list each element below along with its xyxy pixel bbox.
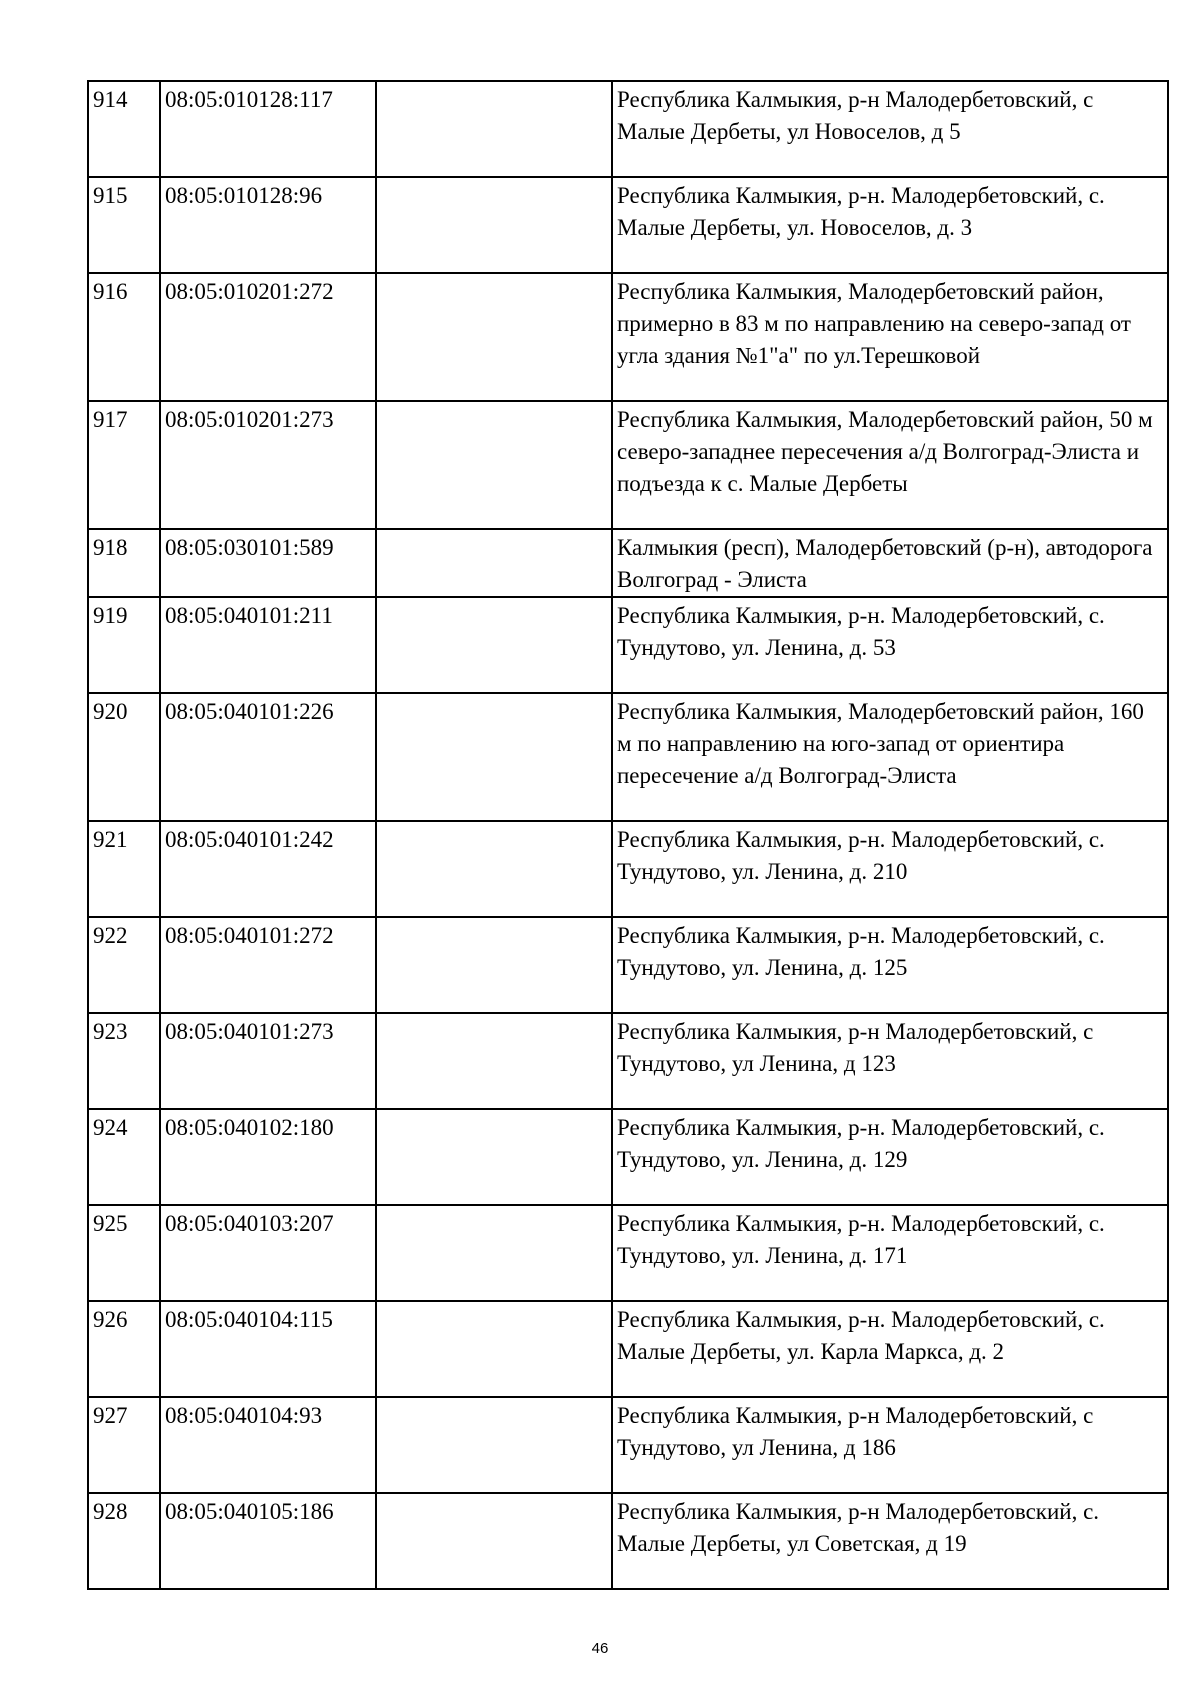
note-cell: [376, 401, 612, 529]
address: Республика Калмыкия, р-н. Малодербетовский, с. Малые Дербеты, ул. Новоселов, д. 3: [612, 177, 1168, 273]
table-row: [88, 1301, 1168, 1397]
cadastral-number: 08:05:010201:273: [160, 401, 376, 529]
note-cell: [376, 1013, 612, 1109]
table-row: [88, 1013, 1168, 1109]
address: Республика Калмыкия, Малодербетовский район, примерно в 83 м по направлению на северо-запад от угла здания №1"а" по ул.Терешковой: [612, 273, 1168, 401]
address: Республика Калмыкия, р-н. Малодербетовский, с. Тундутово, ул. Ленина, д. 125: [612, 917, 1168, 1013]
cadastral-number: 08:05:040101:211: [160, 597, 376, 693]
note-cell: [376, 821, 612, 917]
note-cell: [376, 917, 612, 1013]
cadastral-number: 08:05:040101:226: [160, 693, 376, 821]
note-cell: [376, 1397, 612, 1493]
cadastral-number: 08:05:040101:273: [160, 1013, 376, 1109]
note-cell: [376, 597, 612, 693]
address: Республика Калмыкия, Малодербетовский район, 160 м по направлению на юго-запад от ориентира пересечение а/д Волгоград-Элиста: [612, 693, 1168, 821]
note-cell: [376, 1109, 612, 1205]
cadastral-number: 08:05:040104:93: [160, 1397, 376, 1493]
table-row: [88, 917, 1168, 1013]
registry-table: [87, 80, 1169, 1590]
cadastral-number: 08:05:040101:242: [160, 821, 376, 917]
note-cell: [376, 693, 612, 821]
note-cell: [376, 1493, 612, 1589]
row-number: 924: [88, 1109, 160, 1205]
table-row: [88, 1493, 1168, 1589]
row-number: 926: [88, 1301, 160, 1397]
page-number: 46: [591, 1640, 609, 1657]
row-number: 925: [88, 1205, 160, 1301]
table-row: [88, 273, 1168, 401]
row-number: 914: [88, 81, 160, 177]
address: Республика Калмыкия, р-н Малодербетовский, с Тундутово, ул Ленина, д 123: [612, 1013, 1168, 1109]
address: Республика Калмыкия, р-н. Малодербетовский, с. Малые Дербеты, ул. Карла Маркса, д. 2: [612, 1301, 1168, 1397]
address: Республика Калмыкия, р-н Малодербетовский, с Малые Дербеты, ул Новоселов, д 5: [612, 81, 1168, 177]
address: Республика Калмыкия, р-н. Малодербетовский, с. Тундутово, ул. Ленина, д. 129: [612, 1109, 1168, 1205]
cadastral-number: 08:05:040105:186: [160, 1493, 376, 1589]
note-cell: [376, 1301, 612, 1397]
table-row: [88, 1397, 1168, 1493]
table-row: [88, 1109, 1168, 1205]
cadastral-number: 08:05:010201:272: [160, 273, 376, 401]
table-row: [88, 177, 1168, 273]
row-number: 917: [88, 401, 160, 529]
cadastral-number: 08:05:040103:207: [160, 1205, 376, 1301]
cadastral-number: 08:05:010128:96: [160, 177, 376, 273]
note-cell: [376, 273, 612, 401]
address: Республика Калмыкия, р-н Малодербетовский, с. Малые Дербеты, ул Советская, д 19: [612, 1493, 1168, 1589]
address: Республика Калмыкия, р-н Малодербетовский, с Тундутово, ул Ленина, д 186: [612, 1397, 1168, 1493]
note-cell: [376, 529, 612, 597]
table-row: [88, 529, 1168, 597]
cadastral-number: 08:05:030101:589: [160, 529, 376, 597]
row-number: 915: [88, 177, 160, 273]
table-row: [88, 401, 1168, 529]
address: Республика Калмыкия, р-н. Малодербетовский, с. Тундутово, ул. Ленина, д. 171: [612, 1205, 1168, 1301]
row-number: 923: [88, 1013, 160, 1109]
row-number: 918: [88, 529, 160, 597]
row-number: 928: [88, 1493, 160, 1589]
cadastral-number: 08:05:040104:115: [160, 1301, 376, 1397]
row-number: 920: [88, 693, 160, 821]
table-row: [88, 1205, 1168, 1301]
table-row: [88, 693, 1168, 821]
row-number: 916: [88, 273, 160, 401]
address: Республика Калмыкия, р-н. Малодербетовский, с. Тундутово, ул. Ленина, д. 53: [612, 597, 1168, 693]
address: Калмыкия (респ), Малодербетовский (р-н), автодорога Волгоград - Элиста: [612, 529, 1168, 597]
table-row: [88, 81, 1168, 177]
cadastral-number: 08:05:010128:117: [160, 81, 376, 177]
row-number: 927: [88, 1397, 160, 1493]
note-cell: [376, 177, 612, 273]
row-number: 921: [88, 821, 160, 917]
row-number: 922: [88, 917, 160, 1013]
note-cell: [376, 1205, 612, 1301]
cadastral-number: 08:05:040101:272: [160, 917, 376, 1013]
table-row: [88, 821, 1168, 917]
row-number: 919: [88, 597, 160, 693]
table-row: [88, 597, 1168, 693]
cadastral-number: 08:05:040102:180: [160, 1109, 376, 1205]
address: Республика Калмыкия, Малодербетовский район, 50 м северо-западнее пересечения а/д Волгоград-Элиста и подъезда к с. Малые Дербеты: [612, 401, 1168, 529]
note-cell: [376, 81, 612, 177]
address: Республика Калмыкия, р-н. Малодербетовский, с. Тундутово, ул. Ленина, д. 210: [612, 821, 1168, 917]
